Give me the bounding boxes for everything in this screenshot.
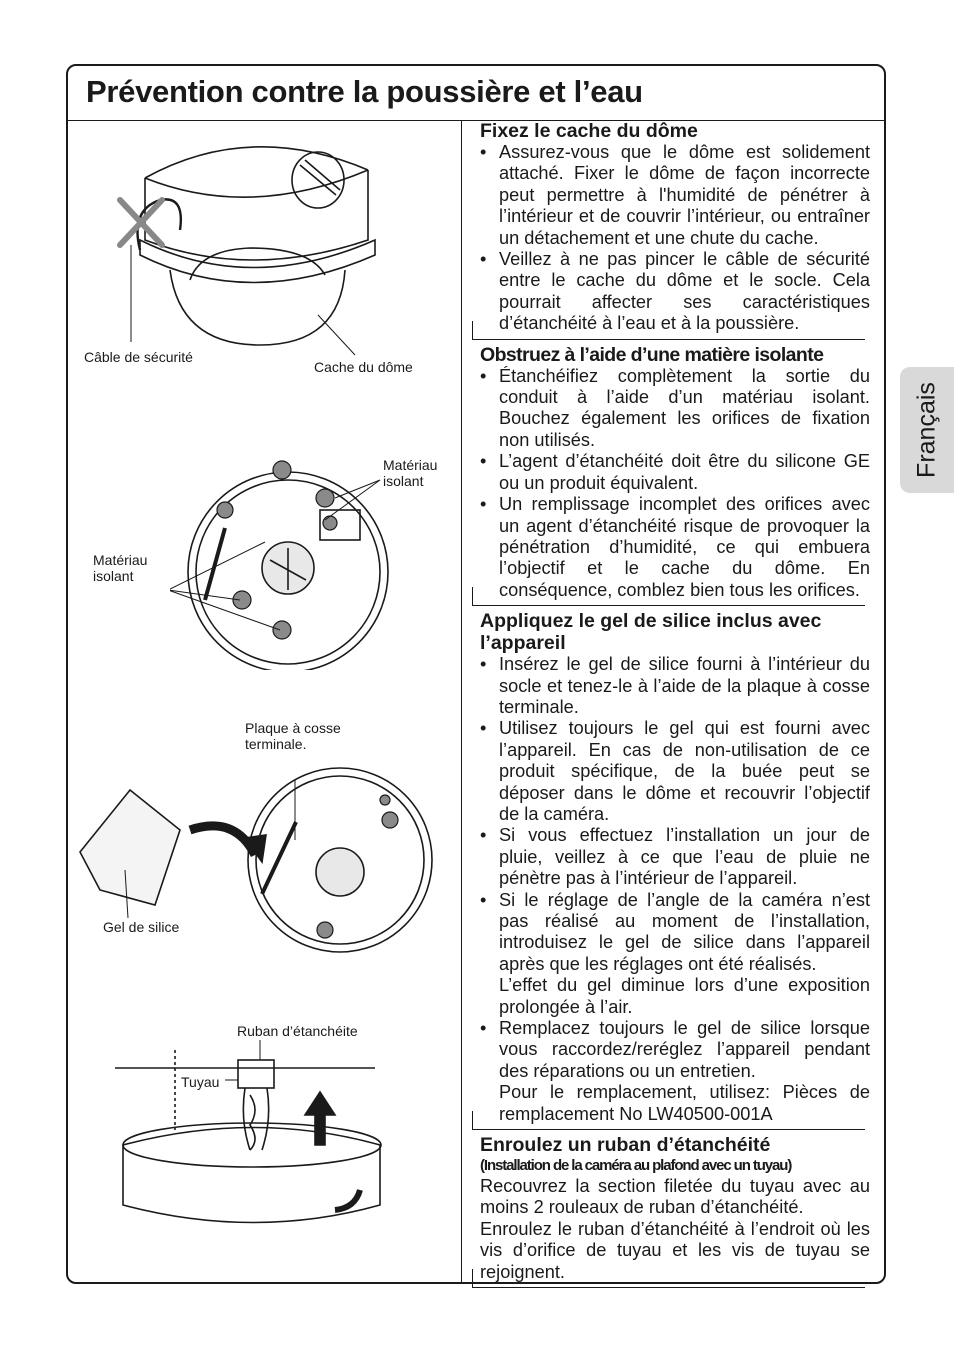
- list-item: • Si le réglage de l’angle de la caméra n’est pas réalisé au moment de l’installation, introduisez le gel de silice dans l’appareil après que les réglages ont été réalisés. L’effet du gel diminue lors d’une exposition prolongée à l’air.: [480, 890, 870, 1018]
- section-insulation: [480, 344, 870, 603]
- list-item: • Un remplissage incomplet des orifices avec un agent d’étanchéité risque de provoquer la pénétration d’humidité, ce qui embuera l’objectif et le cache du dôme. En conséquence, comblez bien tous les orifices.: [480, 494, 870, 601]
- list-item: • Si vous effectuez l’installation un jour de pluie, veillez à ce que l’eau de pluie ne pénètre pas à l’intérieur de l’appareil.: [480, 825, 870, 889]
- safety-cable-label: Câble de sécurité: [84, 349, 193, 365]
- list-item: • Étanchéifiez complètement la sortie du conduit à l’aide d’un matériau isolant. Bouchez également les orifices de fixation non utilisés.: [480, 366, 870, 452]
- instructions-column: [480, 120, 870, 1292]
- section-subtitle: (Installation de la caméra au plafond avec un tuyau): [480, 1157, 792, 1175]
- section-title: Enroulez un ruban d’étanchéité: [480, 1134, 771, 1157]
- list-item: • L’agent d’étanchéité doit être du silicone GE ou un produit équivalent.: [480, 451, 870, 494]
- pipe-label: Tuyau: [181, 1074, 220, 1090]
- language-tab[interactable]: [900, 367, 954, 493]
- section-silica-gel: [480, 610, 870, 1127]
- dome-cover-label: Cache du dôme: [314, 359, 413, 375]
- pipe-tape-illustration: [110, 1040, 390, 1250]
- list-item: • Remplacez toujours le gel de silice lorsque vous raccordez/reréglez l’appareil pendant des réparations ou un entretien. Pour le remplacement, utilisez: Pièces de remplacement No LW40500-001A: [480, 1018, 870, 1125]
- insulating-label-left: Matériau isolant: [93, 552, 148, 584]
- terminal-plate-label: Plaque à cosse terminale.: [245, 720, 341, 752]
- section-title: Fixez le cache du dôme: [480, 120, 698, 142]
- list-item-note: L’effet du gel diminue lors d’une exposition prolongée à l’air.: [499, 975, 870, 1017]
- section-title: Obstruez à l’aide d’une matière isolante: [480, 343, 824, 366]
- section-dome-cover: [480, 120, 870, 337]
- page-title: Prévention contre la poussière et l’eau: [86, 74, 643, 109]
- list-item: • Utilisez toujours le gel qui est fourni avec l’appareil. En cas de non-utilisation de ce produit spécifique, de la buée peut se déposer dans le dôme et recouvrir l’objectif de la caméra.: [480, 718, 870, 825]
- dome-camera-illustration: [100, 130, 400, 360]
- section-title: Appliquez le gel de silice inclus avec l’appareil: [480, 610, 822, 655]
- list-item: • Assurez-vous que le dôme est solidement attaché. Fixer le dôme de façon incorrecte peut permettre à l'humidité de pénétrer à l’intérieur et de couvrir l’intérieur, ou entraîner un détachement et une chute du cache.: [480, 142, 870, 249]
- section-sealing-tape: [480, 1134, 870, 1285]
- list-item: • Insérez le gel de silice fourni à l’intérieur du socle et tenez-le à l’aide de la plaque à cosse terminale.: [480, 654, 870, 718]
- column-divider: [461, 120, 462, 1282]
- title-bar: [68, 66, 884, 121]
- silica-gel-label: Gel de silice: [103, 919, 180, 935]
- sealing-tape-label: Ruban d’étanchéite: [237, 1023, 358, 1039]
- paragraph: Recouvrez la section filetée du tuyau avec au moins 2 rouleaux de ruban d’étanchéité.: [480, 1176, 870, 1218]
- insulating-label-right: Matériau isolant: [383, 457, 438, 489]
- list-item: • Veillez à ne pas pincer le câble de sécurité entre le cache du dôme et le socle. Cela pourrait affecter ses caractéristiques d’étanchéité à l’eau et à la poussière.: [480, 249, 870, 335]
- list-item-note: Pour le remplacement, utilisez: Pièces de remplacement No LW40500-001A: [499, 1082, 870, 1124]
- paragraph: Enroulez le ruban d’étanchéité à l’endroit où les vis d’orifice de tuyau et les vis de tuyau se rejoignent.: [480, 1218, 870, 1282]
- language-tab-label: Français: [912, 382, 941, 478]
